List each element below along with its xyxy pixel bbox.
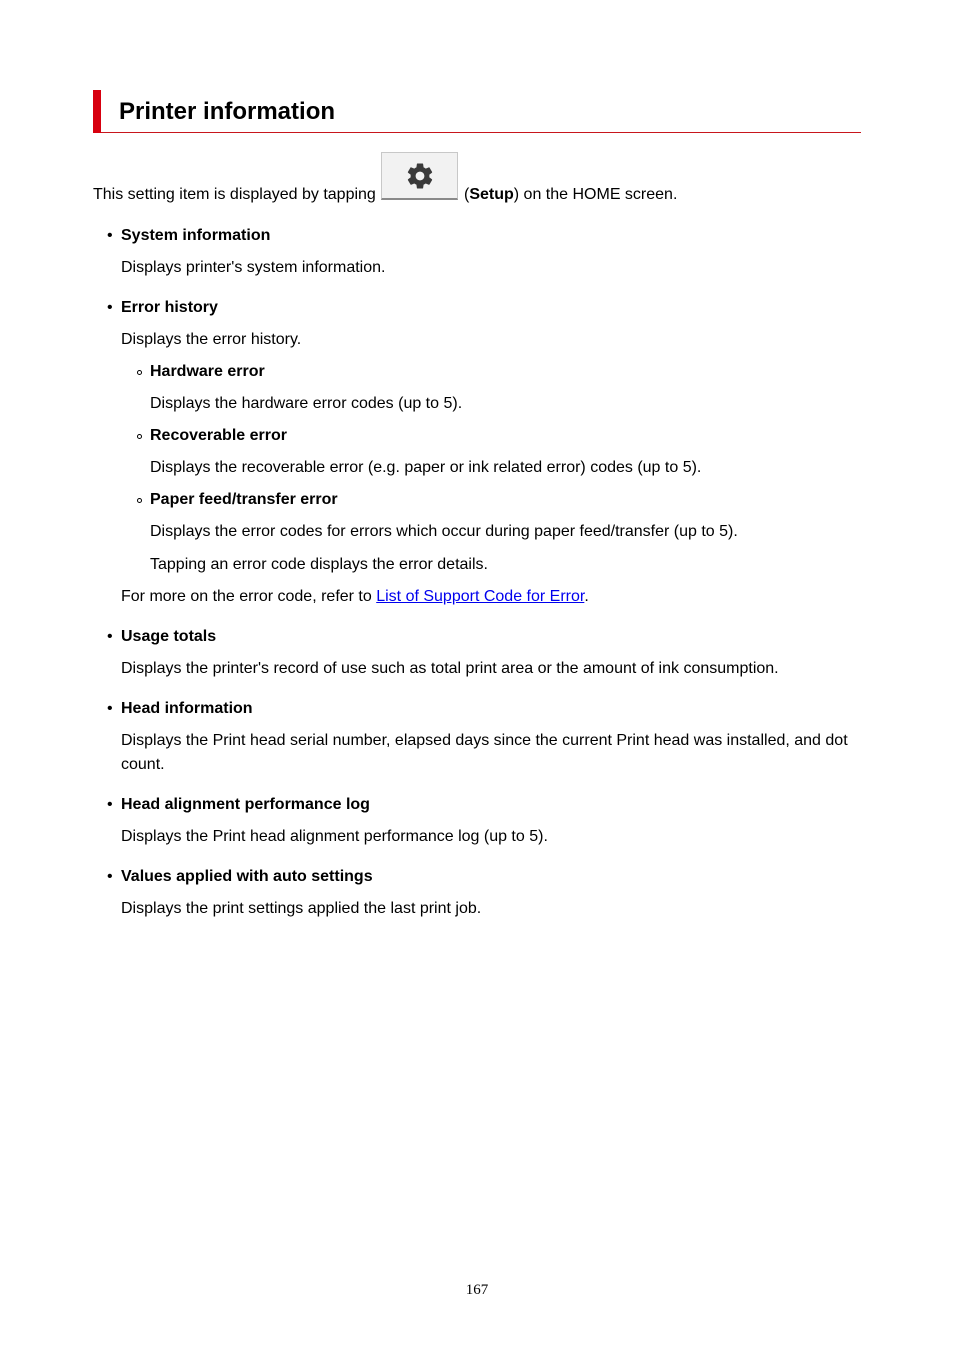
sub-bullet (137, 370, 142, 375)
setup-label: Setup (469, 186, 514, 203)
sub-item-title-recoverable-error: Recoverable error (150, 427, 287, 444)
item-desc-head-information-line1: Displays the Print head serial number, elapsed days since the current Print head was installed, and dot (121, 732, 848, 749)
heading-accent-bar (93, 90, 101, 133)
bullet: • (107, 868, 113, 885)
setup-button[interactable] (381, 152, 458, 200)
item-title-head-information: Head information (121, 700, 253, 717)
sub-item-title-paper-feed-error: Paper feed/transfer error (150, 491, 338, 508)
error-code-reference: For more on the error code, refer to List of Support Code for Error. (121, 588, 589, 605)
intro-text-after: (Setup) on the HOME screen. (464, 186, 678, 203)
item-desc-error-history: Displays the error history. (121, 331, 302, 348)
sub-item-desc-recoverable-error: Displays the recoverable error (e.g. paper or ink related error) codes (up to 5). (150, 459, 702, 476)
bullet: • (107, 299, 113, 316)
section-heading (93, 90, 861, 133)
bullet: • (107, 628, 113, 645)
item-title-system-information: System information (121, 227, 271, 244)
item-desc-usage-totals: Displays the printer's record of use such as total print area or the amount of ink consumption. (121, 660, 779, 677)
bullet: • (107, 796, 113, 813)
sub-item-desc-hardware-error: Displays the hardware error codes (up to 5). (150, 395, 463, 412)
item-desc-auto-settings: Displays the print settings applied the last print job. (121, 900, 482, 917)
intro-paragraph (93, 152, 873, 204)
sub-bullet (137, 434, 142, 439)
support-code-link[interactable]: List of Support Code for Error (376, 588, 585, 605)
item-desc-head-alignment-log: Displays the Print head alignment performance log (up to 5). (121, 828, 548, 845)
item-desc-head-information-line2: count. (121, 756, 165, 773)
sub-item-title-hardware-error: Hardware error (150, 363, 265, 380)
page-title: Printer information (119, 98, 336, 125)
page-number: 167 (465, 1282, 489, 1298)
sub-bullet (137, 498, 142, 503)
sub-item-note-paper-feed-error: Tapping an error code displays the error details. (150, 556, 488, 573)
sub-item-desc-paper-feed-error: Displays the error codes for errors which occur during paper feed/transfer (up to 5). (150, 523, 738, 540)
item-title-auto-settings: Values applied with auto settings (121, 868, 373, 885)
bullet: • (107, 227, 113, 244)
item-title-head-alignment-log: Head alignment performance log (121, 796, 370, 813)
gear-icon (405, 161, 435, 191)
item-title-usage-totals: Usage totals (121, 628, 217, 645)
bullet: • (107, 700, 113, 717)
item-desc-system-information: Displays printer's system information. (121, 259, 386, 276)
item-title-error-history: Error history (121, 299, 218, 316)
intro-text-before: This setting item is displayed by tapping (93, 186, 376, 203)
